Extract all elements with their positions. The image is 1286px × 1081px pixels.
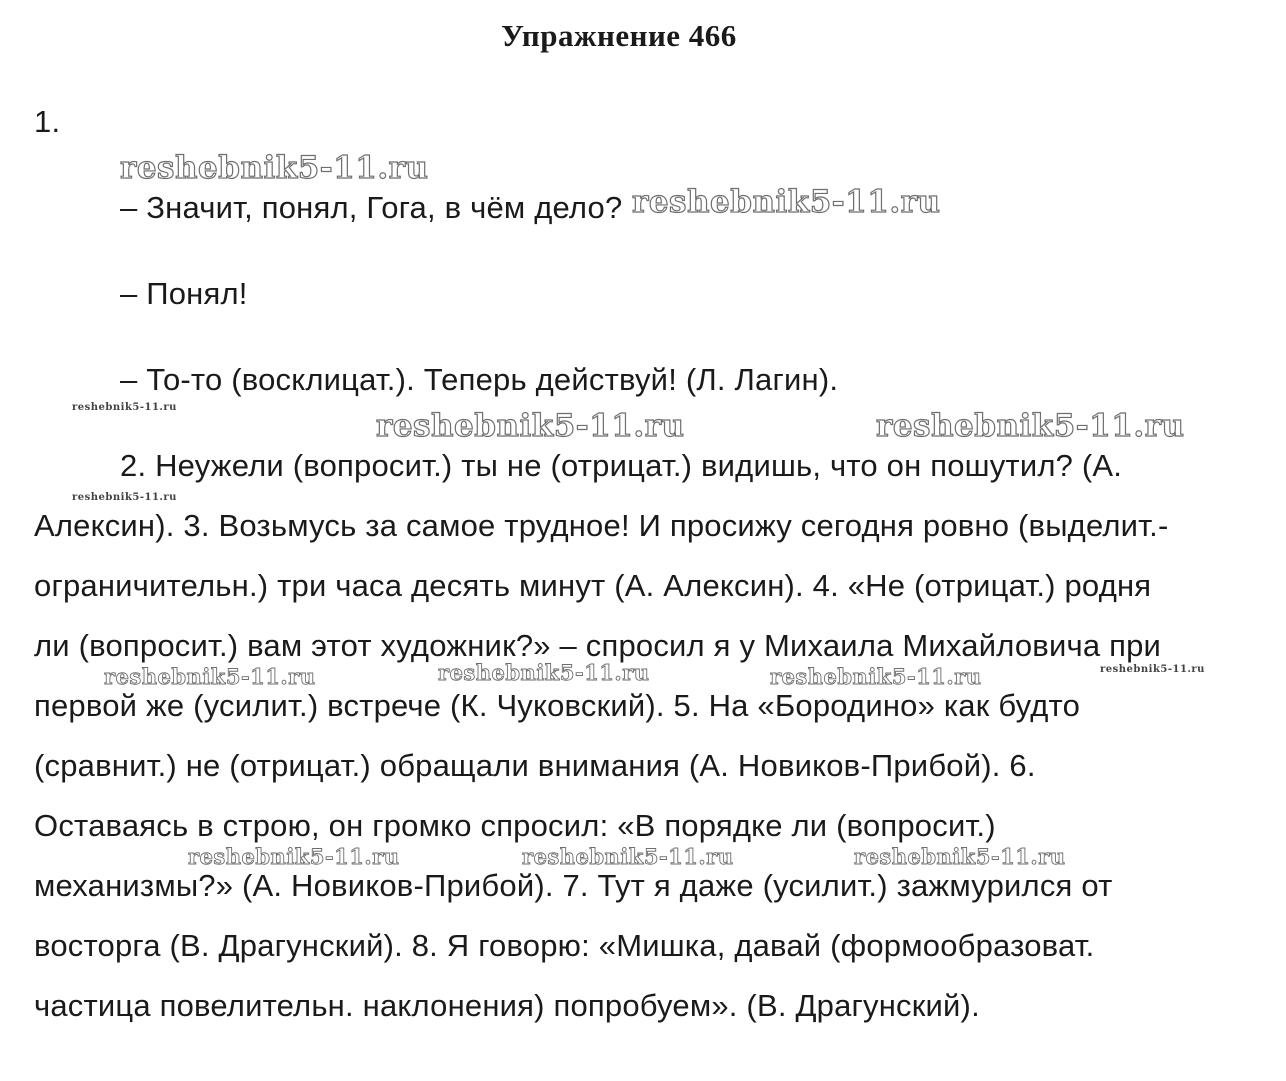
text-line: ли (вопросит.) вам этот художник?» – спросил я у Михаила Михайловича при bbox=[34, 628, 1162, 663]
watermark: reshebnik5-11.ru bbox=[438, 660, 650, 685]
text-line: ограничительн.) три часа десять минут (А. Алексин). 4. «Не (отрицат.) родня bbox=[34, 568, 1152, 603]
text-line: механизмы?» (А. Новиков-Прибой). 7. Тут я даже (усилит.) зажмурился от bbox=[34, 868, 1113, 903]
text-line: восторга (В. Драгунский). 8. Я говорю: «Мишка, давай (формообразоват. bbox=[34, 928, 1095, 963]
dialogue-line: – Понял! bbox=[120, 276, 248, 311]
watermark: reshebnik5-11.ru bbox=[188, 844, 400, 869]
page-title: Упражнение 466 bbox=[501, 18, 737, 53]
watermark: reshebnik5-11.ru bbox=[770, 664, 982, 689]
watermark: reshebnik5-11.ru bbox=[876, 408, 1185, 444]
text-line: частица повелительн. наклонения) попробуем». (В. Драгунский). bbox=[34, 988, 980, 1023]
watermark: reshebnik5-11.ru bbox=[1100, 664, 1205, 675]
text-line: (сравнит.) не (отрицат.) обращали внимания (А. Новиков-Прибой). 6. bbox=[34, 748, 1036, 783]
watermark: reshebnik5-11.ru bbox=[522, 844, 734, 869]
text-line: 2. Неужели (вопросит.) ты не (отрицат.) видишь, что он пошутил? (А. bbox=[120, 448, 1123, 483]
watermark: reshebnik5-11.ru bbox=[72, 402, 177, 413]
text-line: Алексин). 3. Возьмусь за самое трудное! И просижу сегодня ровно (выделит.- bbox=[34, 508, 1169, 543]
watermark: reshebnik5-11.ru bbox=[376, 408, 685, 444]
watermark: reshebnik5-11.ru bbox=[104, 664, 316, 689]
watermark: reshebnik5-11.ru bbox=[120, 150, 429, 186]
dialogue-line: – Значит, понял, Гога, в чём дело? bbox=[120, 190, 623, 225]
exercise-number: 1. bbox=[34, 104, 61, 139]
text-line: Оставаясь в строю, он громко спросил: «В порядке ли (вопросит.) bbox=[34, 808, 996, 843]
watermark: reshebnik5-11.ru bbox=[632, 184, 941, 220]
watermark: reshebnik5-11.ru bbox=[854, 844, 1066, 869]
text-line: первой же (усилит.) встрече (К. Чуковский). 5. На «Бородино» как будто bbox=[34, 688, 1081, 723]
watermark: reshebnik5-11.ru bbox=[72, 492, 177, 503]
dialogue-line: – То-то (восклицат.). Теперь действуй! (Л. Лагин). bbox=[120, 362, 839, 397]
